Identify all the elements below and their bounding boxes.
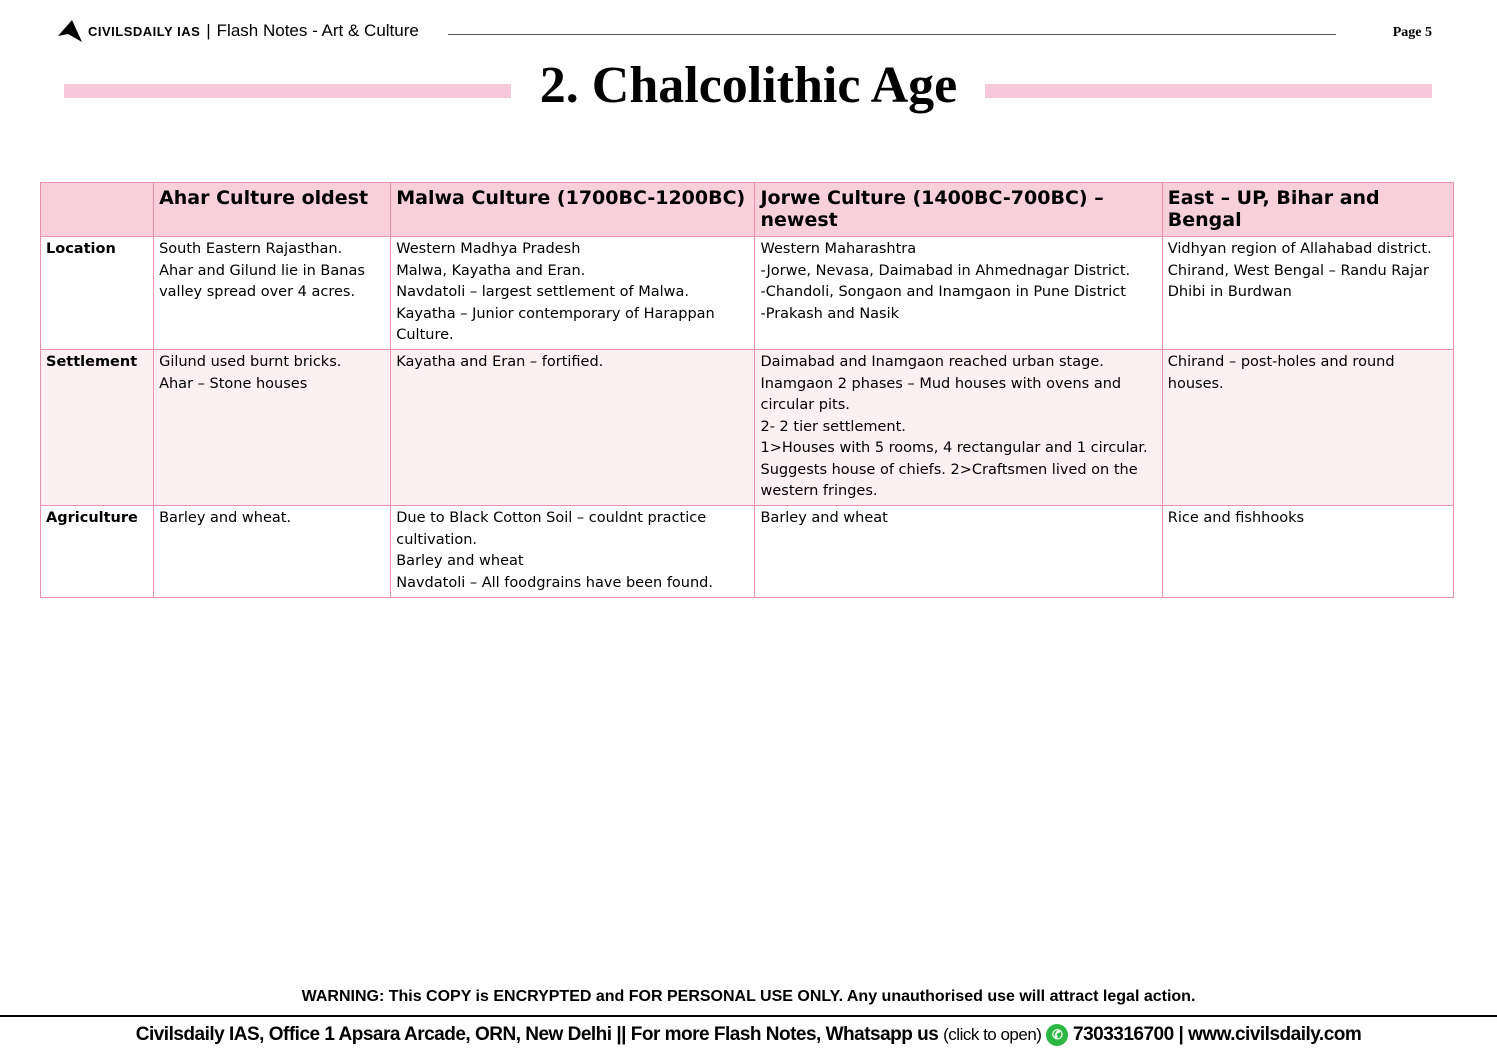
row-header: Agriculture <box>41 506 154 598</box>
table-row <box>41 506 1454 598</box>
warning-text: WARNING: This COPY is ENCRYPTED and FOR PERSONAL USE ONLY. Any unauthorised use will attract legal action. <box>301 988 1196 1005</box>
table-cell: South Eastern Rajasthan. Ahar and Gilund lie in Banas valley spread over 4 acres. <box>154 237 391 350</box>
logo-icon <box>58 20 82 42</box>
table-cell: Western Madhya Pradesh Malwa, Kayatha and Eran. Navdatoli – largest settlement of Malwa. Kayatha – Junior contemporary of Harappan Culture. <box>391 237 755 350</box>
table-row <box>41 350 1454 506</box>
page-number: Page 5 <box>1392 25 1432 40</box>
website-link[interactable]: www.civilsdaily.com <box>1188 1024 1362 1046</box>
table-cell: Rice and fishhooks <box>1162 506 1453 598</box>
footer-separator: | <box>1178 1024 1184 1046</box>
table-cell: Vidhyan region of Allahabad district. Chirand, West Bengal – Randu Rajar Dhibi in Burdwan <box>1162 237 1453 350</box>
header-separator: | <box>206 21 211 40</box>
table-cell: Barley and wheat <box>755 506 1162 598</box>
whatsapp-link[interactable]: (click to open) <box>943 1025 1042 1045</box>
column-header: Ahar Culture oldest <box>154 183 391 237</box>
footer-divider <box>0 1015 1497 1017</box>
column-header: Jorwe Culture (1400BC-700BC) – newest <box>755 183 1162 237</box>
header-divider <box>448 34 1336 35</box>
table-cell: Due to Black Cotton Soil – couldnt practice cultivation. Barley and wheat Navdatoli – All foodgrains have been found. <box>391 506 755 598</box>
logo-text: CIVILSDAILY IAS <box>88 23 201 39</box>
culture-table <box>40 182 1454 598</box>
table-cell: Gilund used burnt bricks. Ahar – Stone houses <box>154 350 391 506</box>
column-header: Malwa Culture (1700BC-1200BC) <box>391 183 755 237</box>
column-header: East – UP, Bihar and Bengal <box>1162 183 1453 237</box>
row-header: Settlement <box>41 350 154 506</box>
header <box>58 20 419 42</box>
table-row <box>41 237 1454 350</box>
row-header: Location <box>41 237 154 350</box>
header-subtitle: Flash Notes - Art & Culture <box>216 21 419 40</box>
table-cell: Barley and wheat. <box>154 506 391 598</box>
phone-number[interactable]: 7303316700 <box>1073 1024 1174 1046</box>
table-cell: Kayatha and Eran – fortified. <box>391 350 755 506</box>
page-title: 2. Chalcolithic Age <box>539 57 958 114</box>
table-header-row <box>41 183 1454 237</box>
table-cell: Chirand – post-holes and round houses. <box>1162 350 1453 506</box>
column-header <box>41 183 154 237</box>
whatsapp-icon[interactable]: ✆ <box>1046 1024 1068 1046</box>
footer-address: Civilsdaily IAS, Office 1 Apsara Arcade, ORN, New Delhi || For more Flash Notes, Whatsapp us <box>135 1024 939 1046</box>
table-cell: Western Maharashtra -Jorwe, Nevasa, Daimabad in Ahmednagar District. -Chandoli, Songaon and Inamgaon in Pune District -Prakash and Nasik <box>755 237 1162 350</box>
footer <box>0 1024 1497 1046</box>
table-cell: Daimabad and Inamgaon reached urban stage. Inamgaon 2 phases – Mud houses with ovens and circular pits. 2- 2 tier settlement. 1>Houses with 5 rooms, 4 rectangular and 1 circular. Suggests house of chiefs. 2>Craftsmen lived on the western fringes. <box>755 350 1162 506</box>
